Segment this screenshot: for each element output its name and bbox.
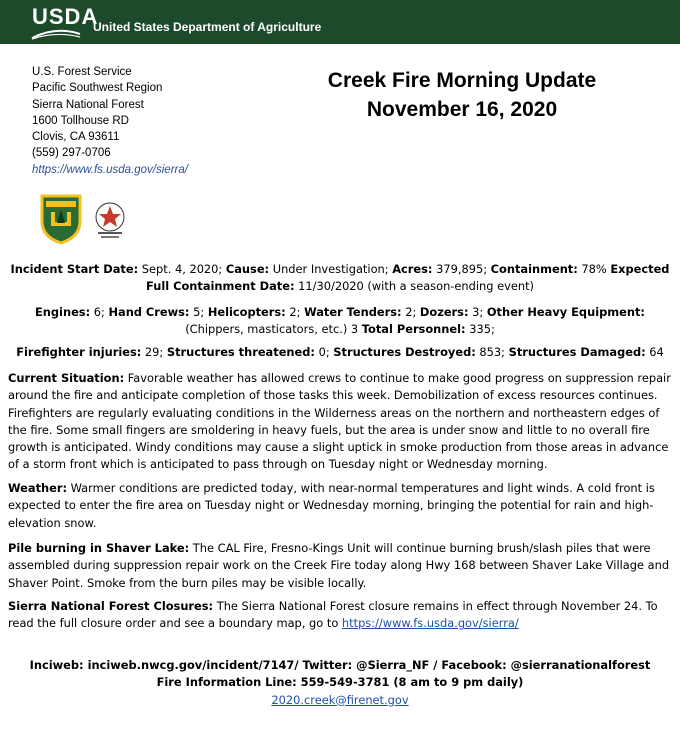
- forest-service-shield-icon: [42, 196, 80, 243]
- usda-logo: USDA: [32, 4, 99, 29]
- structures-damaged-value: 64: [645, 345, 664, 359]
- dozers-label: Dozers:: [419, 305, 469, 319]
- structures-destroyed-label: Structures Destroyed:: [333, 345, 476, 359]
- containment-label: Containment:: [490, 262, 578, 276]
- structures-threatened-label: Structures threatened:: [166, 345, 315, 359]
- address-line: 1600 Tollhouse RD: [32, 114, 129, 127]
- expected-containment-value: 11/30/2020 (with a season-ending event): [294, 279, 534, 294]
- current-situation-label: Current Situation:: [8, 371, 125, 385]
- hand-crews-label: Hand Crews:: [108, 305, 190, 319]
- email-link[interactable]: 2020.creek@firenet.gov: [271, 692, 409, 707]
- engines-value: 6;: [90, 305, 109, 319]
- current-situation-paragraph: [8, 370, 672, 474]
- heavy-equipment-value: (Chippers, masticators, etc.) 3: [185, 322, 362, 337]
- structures-damaged-label: Structures Damaged:: [508, 345, 646, 359]
- dozers-value: 3;: [468, 305, 487, 319]
- title-date: November 16, 2020: [366, 98, 558, 121]
- weather-paragraph: [8, 480, 672, 532]
- weather-label: Weather:: [8, 481, 68, 495]
- document-title: [262, 66, 662, 124]
- total-personnel-value: 335;: [465, 322, 495, 337]
- incident-start-label: Incident Start Date:: [10, 262, 139, 276]
- structures-threatened-value: 0;: [314, 345, 334, 359]
- resources-summary: [8, 304, 672, 339]
- closures-paragraph: [8, 598, 672, 633]
- total-personnel-label: Total Personnel:: [361, 322, 466, 337]
- pile-burning-text: The CAL Fire, Fresno-Kings Unit will continue burning brush/slash piles that were assembled during suppression repair work on the Creek Fire today along Hwy 168 between Shaver Lake Village and Shaver Point. Smoke from the burn piles may be visible locally.: [8, 541, 670, 590]
- containment-value: 78%: [577, 262, 611, 276]
- damage-summary: [8, 344, 672, 361]
- injuries-label: Firefighter injuries:: [16, 345, 142, 359]
- helicopters-value: 2;: [285, 305, 305, 319]
- agency-logos: [40, 193, 140, 249]
- cause-value: Under Investigation;: [269, 262, 393, 276]
- california-imt-seal-icon: [96, 203, 124, 238]
- closure-order-link[interactable]: https://www.fs.usda.gov/sierra/: [341, 616, 519, 631]
- hand-crews-value: 5;: [189, 305, 208, 319]
- weather-text: Warmer conditions are predicted today, with near-normal temperatures and light winds. A cold front is expected to enter the fire area on Tuesday night or Wednesday morning, bringing the potential for rain and high-elevation snow.: [8, 481, 655, 530]
- water-tenders-value: 2;: [401, 305, 420, 319]
- address-line: Clovis, CA 93611: [32, 131, 120, 144]
- current-situation-text: Favorable weather has allowed crews to continue to make good progress on suppression repair around the fire and anticipate completion of those tasks this week. Demobilization of excess resources continues. Firefighters are regularly evaluating conditions in the Wilderness areas on the northern and northeastern edges of the fire. Some small fingers are smoldering in heavy fuels, but the area is under snow and little to no overall fire growth is anticipated. Windy conditions may cause a slight uptick in smoke production from those areas in advance of a storm front which is anticipated to pass through on Tuesday night or Wednesday morning.: [8, 371, 671, 472]
- title-line: Creek Fire Morning Update: [327, 69, 597, 92]
- social-links: Inciweb: inciweb.nwcg.gov/incident/7147/ Twitter: @Sierra_NF / Facebook: @sierranationalforest: [29, 658, 651, 672]
- structures-destroyed-value: 853;: [475, 345, 509, 359]
- address-line: Pacific Southwest Region: [32, 82, 163, 95]
- address-line: (559) 297-0706: [32, 147, 111, 160]
- incident-start-value: Sept. 4, 2020;: [138, 262, 226, 276]
- pile-burning-label: Pile burning in Shaver Lake:: [8, 541, 190, 555]
- closures-label: Sierra National Forest Closures:: [8, 599, 214, 613]
- acres-label: Acres:: [392, 262, 433, 276]
- usda-swoosh-icon: [30, 28, 82, 40]
- agency-name: United States Department of Agriculture: [93, 20, 322, 34]
- usda-banner: [0, 0, 680, 44]
- office-address: [32, 64, 188, 178]
- injuries-value: 29;: [141, 345, 167, 359]
- acres-value: 379,895;: [432, 262, 491, 276]
- address-line: U.S. Forest Service: [32, 66, 132, 78]
- water-tenders-label: Water Tenders:: [304, 305, 402, 319]
- cause-label: Cause:: [225, 262, 270, 276]
- forest-website-link[interactable]: https://www.fs.usda.gov/sierra/: [32, 163, 188, 176]
- heavy-equipment-label: Other Heavy Equipment:: [486, 305, 645, 319]
- engines-label: Engines:: [35, 305, 91, 319]
- address-line: Sierra National Forest: [32, 98, 144, 111]
- incident-summary: [8, 261, 672, 296]
- contact-footer: [8, 657, 672, 709]
- expected-containment-label: Expected Full Containment Date:: [146, 262, 670, 294]
- helicopters-label: Helicopters:: [207, 305, 286, 319]
- closures-text: The Sierra National Forest closure remains in effect through November 24. To read the full closure order and see a boundary map, go to: [8, 599, 658, 631]
- fire-info-line: Fire Information Line: 559-549-3781 (8 am to 9 pm daily): [156, 675, 524, 690]
- pile-burning-paragraph: [8, 540, 672, 592]
